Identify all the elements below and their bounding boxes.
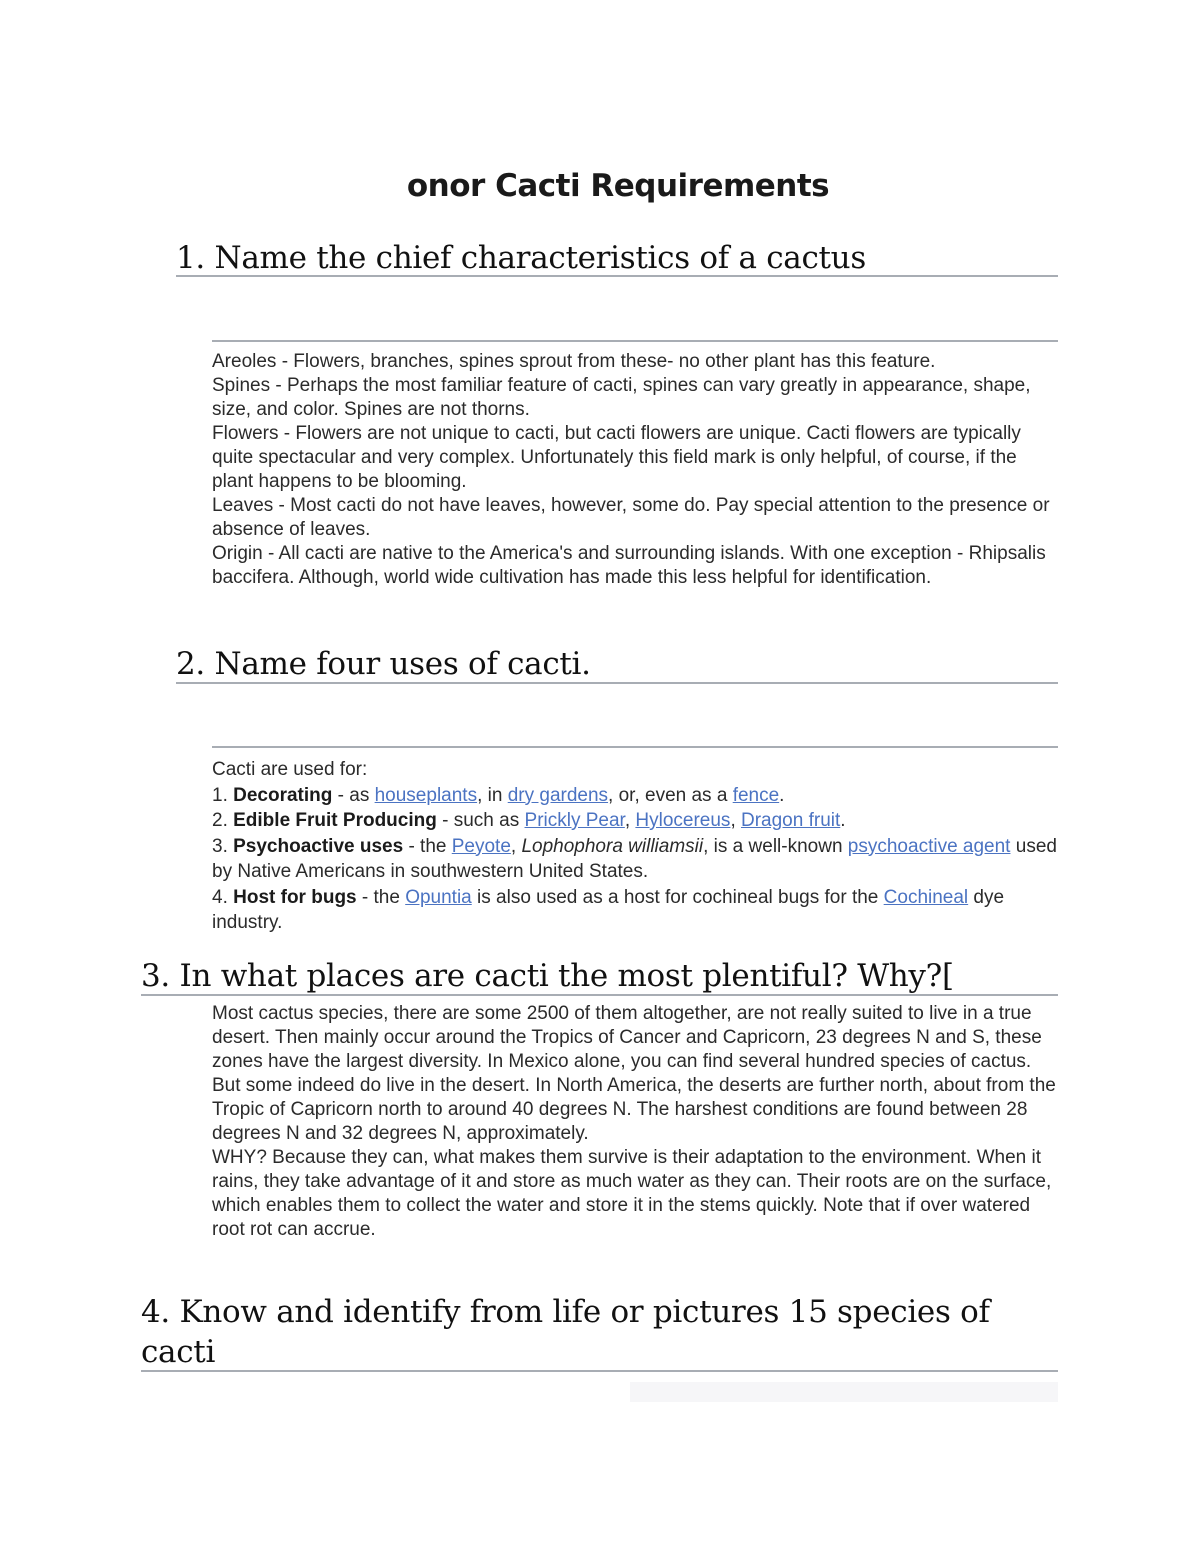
link-hylocereus[interactable]: Hylocereus	[635, 810, 731, 831]
answer-1-flowers: Flowers - Flowers are not unique to cacti, but cacti flowers are unique. Cacti flowers are typically quite spectacular and very complex. Unfortunately this field mark is only helpful, of course, if the plant happens to be blooming.	[212, 423, 1021, 492]
species-name: Lophophora williamsii	[521, 835, 704, 857]
question-4-heading: 4. Know and identify from life or pictures 15 species of cacti	[141, 1294, 990, 1370]
text: dye industry.	[212, 886, 1005, 933]
text: - such as	[436, 810, 525, 831]
text: ,	[510, 835, 522, 857]
text: ,	[730, 810, 741, 831]
uses-intro: Cacti are used for:	[212, 759, 368, 780]
link-cochineal[interactable]: Cochineal	[883, 886, 969, 908]
question-3-heading: 3. In what places are cacti the most plentiful? Why?[	[141, 958, 954, 994]
use-item-1	[212, 783, 1062, 809]
link-dragon-fruit[interactable]: Dragon fruit	[741, 810, 841, 831]
link-psychoactive-agent[interactable]: psychoactive agent	[847, 835, 1011, 857]
answer-1-origin: Origin - All cacti are native to the America's and surrounding islands. With one exception - Rhipsalis baccifera. Although, world wide cultivation has made this less helpful for identification.	[212, 543, 1046, 588]
use-item-2	[212, 808, 1062, 834]
answer-1-leaves: Leaves - Most cacti do not have leaves, however, some do. Pay special attention to the presence or absence of leaves.	[212, 495, 1050, 540]
question-1-rule	[176, 275, 1058, 277]
answer-1-spines: Spines - Perhaps the most familiar feature of cacti, spines can vary greatly in appearance, shape, size, and color. Spines are not thorns.	[212, 375, 1031, 420]
link-fence[interactable]: fence	[732, 784, 780, 806]
link-peyote[interactable]: Peyote	[451, 835, 511, 857]
answer-2-text	[212, 757, 1062, 936]
text: , is a well-known	[703, 835, 848, 857]
use-label-edible-fruit: Edible Fruit Producing	[233, 810, 437, 831]
use-label-psychoactive: Psychoactive uses	[233, 835, 404, 857]
item-number: 2.	[212, 810, 234, 831]
question-2-heading: 2. Name four uses of cacti.	[176, 646, 591, 682]
question-1-heading: 1. Name the chief characteristics of a cactus	[176, 240, 866, 276]
link-prickly-pear[interactable]: Prickly Pear	[524, 810, 625, 831]
answer-3-why: WHY? Because they can, what makes them survive is their adaptation to the environment. When it rains, they take advantage of it and store as much water as they can. Their roots are on the surface, which enables them to collect the water and store it in the stems quickly. Note that if over watered root rot can accrue.	[212, 1147, 1052, 1240]
answer-3-distribution: Most cactus species, there are some 2500 of them altogether, are not really suited to live in a true desert. Then mainly occur around the Tropics of Cancer and Capricorn, 23 degrees N and S, these zones have the largest diversity. In Mexico alone, you can find several hundred species of cactus.	[212, 1003, 1042, 1072]
item-number: 4.	[212, 886, 234, 908]
answer-4-placeholder-box	[630, 1382, 1058, 1402]
text: - the	[356, 886, 406, 908]
text: .	[840, 810, 846, 831]
use-item-3	[212, 834, 1062, 885]
question-2-rule	[176, 682, 1058, 684]
text: ,	[624, 810, 636, 831]
text: .	[779, 784, 785, 806]
text: , in	[477, 784, 508, 806]
use-label-host-for-bugs: Host for bugs	[233, 886, 357, 908]
link-opuntia[interactable]: Opuntia	[405, 886, 472, 908]
text: - as	[332, 784, 375, 806]
text: - the	[403, 835, 452, 857]
document-title: onor Cacti Requirements	[406, 168, 830, 204]
link-houseplants[interactable]: houseplants	[374, 784, 478, 806]
item-number: 1.	[212, 784, 234, 806]
answer-1-areoles: Areoles - Flowers, branches, spines sprout from these- no other plant has this feature.	[212, 351, 936, 372]
item-number: 3.	[212, 835, 234, 857]
answer-3-desert: But some indeed do live in the desert. In North America, the deserts are further north, about from the Tropic of Capricorn north to around 40 degrees N. The harshest conditions are found between 28 degrees N and 32 degrees N, approximately.	[212, 1075, 1056, 1144]
text: used by Native Americans in southwestern United States.	[212, 835, 1057, 882]
question-3-rule	[141, 994, 1058, 996]
question-4-rule	[141, 1370, 1058, 1372]
text: , or, even as a	[608, 784, 733, 806]
use-item-4	[212, 885, 1062, 936]
answer-2-rule	[212, 746, 1058, 748]
link-dry-gardens[interactable]: dry gardens	[507, 784, 609, 806]
use-label-decorating: Decorating	[233, 784, 333, 806]
answer-1-rule	[212, 340, 1058, 342]
answer-3-text	[212, 1002, 1062, 1242]
answer-1-text	[212, 350, 1062, 590]
text: is also used as a host for cochineal bugs for the	[471, 886, 884, 908]
